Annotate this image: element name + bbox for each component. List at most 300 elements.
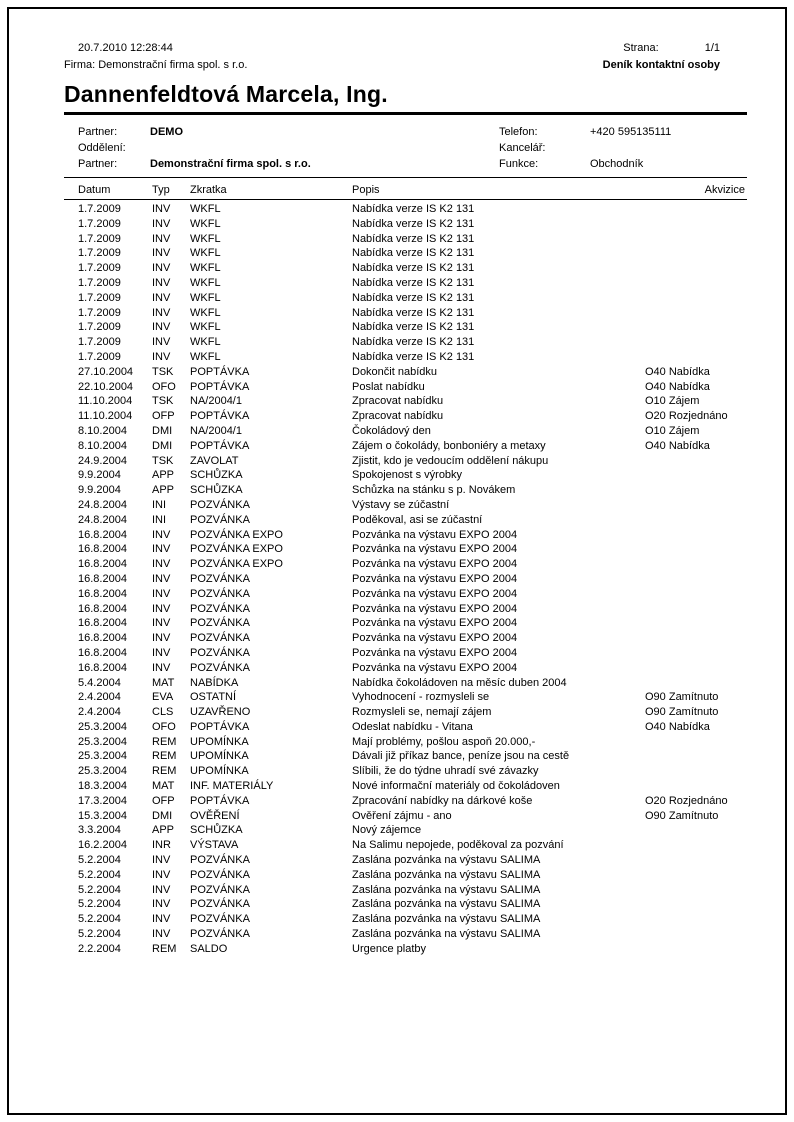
cell-datum: 5.2.2004 (78, 868, 121, 881)
cell-popis: Pozvánka na výstavu EXPO 2004 (352, 587, 518, 600)
cell-zkratka: UPOMÍNKA (190, 765, 249, 778)
cell-akvizice (645, 528, 747, 543)
cell-popis: Nabídka verze IS K2 131 (352, 321, 475, 334)
cell-typ: DMI (152, 424, 173, 437)
cell-popis: Schůzka na stánku s p. Novákem (352, 484, 516, 497)
table-row (64, 927, 747, 942)
cell-datum: 27.10.2004 (78, 365, 134, 378)
table-row (64, 202, 747, 217)
cell-akvizice (645, 232, 747, 247)
phone-value: +420 595135111 (590, 126, 672, 138)
cell-zkratka: POZVÁNKA (190, 661, 250, 674)
cell-akvizice (645, 468, 747, 483)
department-value (150, 140, 499, 156)
cell-popis: Zájem o čokolády, bonboniéry a metaxy (352, 439, 546, 452)
cell-typ: APP (152, 469, 175, 482)
cell-akvizice (645, 661, 747, 676)
cell-typ: DMI (152, 439, 173, 452)
cell-datum: 17.3.2004 (78, 794, 127, 807)
cell-akvizice (645, 838, 747, 853)
cell-typ: INV (152, 528, 171, 541)
table-row (64, 335, 747, 350)
cell-typ: INV (152, 646, 171, 659)
cell-akvizice: O20 Rozjednáno (645, 410, 728, 423)
cell-zkratka: INF. MATERIÁLY (190, 780, 274, 793)
cell-datum: 9.9.2004 (78, 484, 121, 497)
cell-popis: Zpracovat nabídku (352, 395, 444, 408)
partner-value: DEMO (150, 126, 183, 138)
cell-akvizice (645, 823, 747, 838)
table-row (64, 602, 747, 617)
cell-typ: INV (152, 913, 171, 926)
cell-popis: Zaslána pozvánka na výstavu SALIMA (352, 883, 541, 896)
cell-typ: OFP (152, 794, 175, 807)
cell-datum: 18.3.2004 (78, 780, 127, 793)
cell-datum: 1.7.2009 (78, 306, 121, 319)
table-row (64, 720, 747, 735)
department-label: Oddělení: (78, 142, 126, 154)
cell-popis: Pozvánka na výstavu EXPO 2004 (352, 572, 518, 585)
cell-akvizice (645, 306, 747, 321)
cell-zkratka: WKFL (190, 217, 221, 230)
cell-zkratka: POPTÁVKA (190, 380, 250, 393)
cell-datum: 2.4.2004 (78, 691, 121, 704)
cell-akvizice: O40 Nabídka (645, 439, 710, 452)
cell-zkratka: POZVÁNKA (190, 587, 250, 600)
cell-datum: 5.4.2004 (78, 676, 121, 689)
cell-datum: 24.8.2004 (78, 498, 127, 511)
column-header-popis: Popis (352, 184, 380, 196)
cell-typ: REM (152, 765, 177, 778)
cell-akvizice (645, 927, 747, 942)
cell-popis: Nabídka verze IS K2 131 (352, 232, 475, 245)
cell-datum: 11.10.2004 (78, 395, 133, 408)
cell-zkratka: WKFL (190, 262, 221, 275)
cell-popis: Zpracovat nabídku (352, 410, 444, 423)
partner-info-block (64, 124, 747, 172)
cell-popis: Rozmysleli se, nemají zájem (352, 706, 492, 719)
cell-datum: 1.7.2009 (78, 262, 121, 275)
cell-akvizice: O40 Nabídka (645, 365, 710, 378)
table-row (64, 468, 747, 483)
cell-datum: 16.8.2004 (78, 602, 127, 615)
table-row (64, 823, 747, 838)
table-row (64, 350, 747, 365)
cell-akvizice (645, 676, 747, 691)
column-header-datum: Datum (78, 184, 111, 196)
cell-popis: Nabídka verze IS K2 131 (352, 350, 475, 363)
table-row (64, 779, 747, 794)
cell-akvizice (645, 498, 747, 513)
cell-datum: 1.7.2009 (78, 247, 121, 260)
cell-zkratka: POZVÁNKA (190, 883, 250, 896)
cell-typ: INI (152, 498, 167, 511)
cell-zkratka: POZVÁNKA (190, 854, 250, 867)
cell-popis: Nabídka verze IS K2 131 (352, 306, 475, 319)
table-row (64, 217, 747, 232)
cell-akvizice (645, 291, 747, 306)
table-row (64, 705, 747, 720)
cell-akvizice (645, 646, 747, 661)
table-row (64, 690, 747, 705)
cell-datum: 25.3.2004 (78, 735, 127, 748)
cell-typ: INV (152, 203, 171, 215)
table-row (64, 646, 747, 661)
cell-datum: 25.3.2004 (78, 765, 127, 778)
cell-typ: MAT (152, 676, 175, 689)
cell-akvizice: O40 Nabídka (645, 380, 710, 393)
cell-typ: INV (152, 321, 171, 334)
cell-popis: Zpracování nabídky na dárkové koše (352, 794, 533, 807)
cell-zkratka: OVĚŘENÍ (190, 809, 240, 822)
cell-akvizice (645, 883, 747, 898)
cell-akvizice (645, 631, 747, 646)
cell-zkratka: POPTÁVKA (190, 410, 250, 423)
table-row (64, 261, 747, 276)
cell-zkratka: POPTÁVKA (190, 794, 250, 807)
cell-typ: INV (152, 602, 171, 615)
cell-popis: Pozvánka na výstavu EXPO 2004 (352, 617, 518, 630)
cell-akvizice (645, 335, 747, 350)
cell-typ: TSK (152, 454, 174, 467)
cell-typ: APP (152, 824, 175, 837)
cell-typ: INV (152, 262, 171, 275)
table-row (64, 809, 747, 824)
cell-datum: 1.7.2009 (78, 336, 121, 349)
table-row (64, 291, 747, 306)
table-row (64, 676, 747, 691)
cell-datum: 2.4.2004 (78, 706, 121, 719)
cell-popis: Nabídka čokoládoven na měsíc duben 2004 (352, 676, 567, 689)
cell-typ: INV (152, 543, 171, 556)
cell-typ: OFO (152, 380, 176, 393)
cell-typ: INV (152, 587, 171, 600)
cell-akvizice (645, 217, 747, 232)
office-value (590, 140, 747, 156)
cell-popis: Zaslána pozvánka na výstavu SALIMA (352, 868, 541, 881)
cell-akvizice (645, 897, 747, 912)
cell-popis: Nabídka verze IS K2 131 (352, 336, 475, 349)
cell-typ: INV (152, 350, 171, 363)
cell-typ: INR (152, 839, 171, 852)
cell-popis: Nabídka verze IS K2 131 (352, 217, 475, 230)
cell-zkratka: POPTÁVKA (190, 720, 250, 733)
cell-datum: 22.10.2004 (78, 380, 134, 393)
cell-zkratka: WKFL (190, 350, 221, 363)
cell-datum: 24.8.2004 (78, 513, 127, 526)
cell-akvizice (645, 587, 747, 602)
cell-akvizice (645, 735, 747, 750)
cell-zkratka: POZVÁNKA (190, 646, 250, 659)
separator-line (64, 177, 747, 178)
cell-popis: Zaslána pozvánka na výstavu SALIMA (352, 913, 541, 926)
cell-zkratka: UPOMÍNKA (190, 735, 249, 748)
cell-zkratka: WKFL (190, 247, 221, 260)
cell-akvizice (645, 868, 747, 883)
cell-zkratka: NABÍDKA (190, 676, 239, 689)
cell-popis: Nabídka verze IS K2 131 (352, 276, 475, 289)
cell-zkratka: WKFL (190, 232, 221, 245)
cell-typ: REM (152, 750, 177, 763)
cell-zkratka: POPTÁVKA (190, 365, 250, 378)
cell-popis: Nabídka verze IS K2 131 (352, 247, 475, 260)
table-row (64, 942, 747, 957)
cell-typ: INV (152, 276, 171, 289)
cell-datum: 1.7.2009 (78, 291, 121, 304)
cell-typ: INV (152, 883, 171, 896)
cell-typ: REM (152, 735, 177, 748)
table-header (64, 182, 747, 198)
cell-datum: 16.8.2004 (78, 558, 127, 571)
cell-akvizice (645, 616, 747, 631)
cell-akvizice (645, 513, 747, 528)
cell-typ: TSK (152, 365, 174, 378)
cell-popis: Nové informační materiály od čokoládoven (352, 780, 560, 793)
cell-akvizice: O40 Nabídka (645, 720, 710, 733)
cell-popis: Dokončit nabídku (352, 365, 437, 378)
table-row (64, 572, 747, 587)
cell-popis: Na Salimu nepojede, poděkoval za pozvání (352, 839, 564, 852)
cell-akvizice (645, 602, 747, 617)
table-row (64, 735, 747, 750)
cell-popis: Poslat nabídku (352, 380, 425, 393)
cell-zkratka: WKFL (190, 276, 221, 289)
cell-akvizice: O20 Rozjednáno (645, 794, 728, 807)
cell-popis: Čokoládový den (352, 424, 431, 437)
cell-akvizice: O90 Zamítnuto (645, 691, 719, 704)
cell-akvizice (645, 542, 747, 557)
table-row (64, 439, 747, 454)
cell-datum: 1.7.2009 (78, 276, 121, 289)
company-line: Firma: Demonstrační firma spol. s r.o. (64, 59, 248, 71)
cell-popis: Nabídka verze IS K2 131 (352, 203, 475, 215)
cell-typ: OFO (152, 720, 176, 733)
cell-akvizice (645, 261, 747, 276)
cell-zkratka: OSTATNÍ (190, 691, 237, 704)
partner-label: Partner: (78, 126, 118, 138)
cell-popis: Nabídka verze IS K2 131 (352, 291, 475, 304)
cell-popis: Pozvánka na výstavu EXPO 2004 (352, 602, 518, 615)
cell-datum: 5.2.2004 (78, 898, 121, 911)
cell-datum: 1.7.2009 (78, 217, 121, 230)
table-row (64, 794, 747, 809)
cell-popis: Zaslána pozvánka na výstavu SALIMA (352, 854, 541, 867)
table-row (64, 557, 747, 572)
table-row (64, 365, 747, 380)
table-row (64, 513, 747, 528)
table-row (64, 868, 747, 883)
cell-zkratka: POZVÁNKA EXPO (190, 543, 283, 556)
page-value: 1/1 (704, 42, 720, 54)
cell-typ: CLS (152, 706, 174, 719)
column-header-typ: Typ (152, 184, 170, 196)
cell-datum: 16.2.2004 (78, 839, 127, 852)
cell-popis: Výstavy se zúčastní (352, 498, 450, 511)
cell-popis: Ověření zájmu - ano (352, 809, 452, 822)
table-row (64, 853, 747, 868)
cell-datum: 16.8.2004 (78, 587, 127, 600)
cell-zkratka: POZVÁNKA (190, 602, 250, 615)
cell-datum: 25.3.2004 (78, 750, 127, 763)
cell-datum: 8.10.2004 (78, 424, 127, 437)
cell-typ: INV (152, 854, 171, 867)
function-label: Funkce: (499, 158, 539, 170)
cell-datum: 15.3.2004 (78, 809, 127, 822)
table-row (64, 498, 747, 513)
cell-zkratka: WKFL (190, 321, 221, 334)
cell-akvizice: O90 Zamítnuto (645, 809, 719, 822)
cell-typ: INV (152, 306, 171, 319)
cell-typ: INI (152, 513, 167, 526)
cell-typ: INV (152, 291, 171, 304)
cell-datum: 9.9.2004 (78, 469, 121, 482)
report-name: Deník kontaktní osoby (602, 59, 720, 71)
cell-typ: INV (152, 868, 171, 881)
table-row (64, 232, 747, 247)
table-row (64, 424, 747, 439)
cell-popis: Vyhodnocení - rozmysleli se (352, 691, 490, 704)
partner2-value: Demonstrační firma spol. s r.o. (150, 158, 311, 170)
cell-popis: Pozvánka na výstavu EXPO 2004 (352, 661, 518, 674)
cell-popis: Dávali již příkaz bance, peníze jsou na cestě (352, 750, 570, 763)
cell-popis: Pozvánka na výstavu EXPO 2004 (352, 632, 518, 645)
cell-zkratka: POZVÁNKA EXPO (190, 558, 283, 571)
phone-label: Telefon: (499, 126, 538, 138)
cell-datum: 1.7.2009 (78, 203, 121, 215)
cell-popis: Slíbili, že do týdne uhradí své závazky (352, 765, 539, 778)
cell-zkratka: SALDO (190, 942, 228, 955)
cell-datum: 5.2.2004 (78, 883, 121, 896)
cell-popis: Poděkoval, asi se zúčastní (352, 513, 483, 526)
table-row (64, 587, 747, 602)
cell-datum: 24.9.2004 (78, 454, 127, 467)
print-datetime: 20.7.2010 12:28:44 (78, 42, 173, 54)
cell-zkratka: POZVÁNKA (190, 572, 250, 585)
table-row (64, 394, 747, 409)
table-row (64, 661, 747, 676)
cell-zkratka: WKFL (190, 336, 221, 349)
cell-zkratka: POZVÁNKA (190, 617, 250, 630)
cell-popis: Pozvánka na výstavu EXPO 2004 (352, 528, 518, 541)
cell-typ: INV (152, 572, 171, 585)
header-row-2 (64, 57, 747, 74)
cell-typ: TSK (152, 395, 174, 408)
cell-zkratka: POZVÁNKA (190, 868, 250, 881)
cell-zkratka: POPTÁVKA (190, 439, 250, 452)
table-row (64, 409, 747, 424)
table-row (64, 542, 747, 557)
cell-popis: Urgence platby (352, 942, 426, 955)
cell-zkratka: NA/2004/1 (190, 395, 242, 408)
cell-zkratka: UZAVŘENO (190, 706, 251, 719)
cell-popis: Zjistit, kdo je vedoucím oddělení nákupu (352, 454, 549, 467)
column-header-zkratka: Zkratka (190, 184, 227, 196)
cell-typ: INV (152, 632, 171, 645)
cell-zkratka: POZVÁNKA (190, 898, 250, 911)
cell-datum: 3.3.2004 (78, 824, 121, 837)
cell-akvizice: O10 Zájem (645, 424, 700, 437)
cell-datum: 16.8.2004 (78, 543, 127, 556)
cell-akvizice (645, 764, 747, 779)
cell-akvizice (645, 557, 747, 572)
cell-datum: 5.2.2004 (78, 913, 121, 926)
cell-zkratka: SCHŮZKA (190, 469, 243, 482)
cell-zkratka: ZAVOLAT (190, 454, 239, 467)
page-title: Dannenfeldtová Marcela, Ing. (64, 81, 747, 115)
cell-typ: INV (152, 232, 171, 245)
cell-akvizice (645, 912, 747, 927)
cell-popis: Zaslána pozvánka na výstavu SALIMA (352, 928, 541, 941)
table-header-underline (64, 199, 747, 200)
cell-popis: Nabídka verze IS K2 131 (352, 262, 475, 275)
cell-akvizice (645, 853, 747, 868)
cell-zkratka: VÝSTAVA (190, 839, 239, 852)
cell-datum: 1.7.2009 (78, 232, 121, 245)
cell-popis: Pozvánka na výstavu EXPO 2004 (352, 543, 518, 556)
cell-akvizice (645, 350, 747, 365)
cell-akvizice (645, 572, 747, 587)
table-row (64, 320, 747, 335)
table-row (64, 246, 747, 261)
cell-akvizice (645, 454, 747, 469)
table-row (64, 764, 747, 779)
function-value: Obchodník (590, 158, 644, 170)
cell-akvizice (645, 483, 747, 498)
report-page (7, 7, 787, 1115)
cell-popis: Nový zájemce (352, 824, 422, 837)
cell-datum: 8.10.2004 (78, 439, 127, 452)
table-row (64, 483, 747, 498)
page-label: Strana: (623, 42, 659, 54)
cell-datum: 5.2.2004 (78, 854, 121, 867)
cell-akvizice (645, 276, 747, 291)
cell-zkratka: POZVÁNKA (190, 913, 250, 926)
cell-popis: Pozvánka na výstavu EXPO 2004 (352, 558, 518, 571)
table-row (64, 454, 747, 469)
table-row (64, 838, 747, 853)
cell-zkratka: POZVÁNKA (190, 513, 250, 526)
table-row (64, 276, 747, 291)
cell-zkratka: POZVÁNKA (190, 632, 250, 645)
cell-datum: 16.8.2004 (78, 646, 127, 659)
table-row (64, 749, 747, 764)
report-content (64, 9, 747, 957)
cell-typ: INV (152, 558, 171, 571)
cell-zkratka: SCHŮZKA (190, 484, 243, 497)
cell-zkratka: POZVÁNKA (190, 498, 250, 511)
cell-zkratka: POZVÁNKA EXPO (190, 528, 283, 541)
cell-typ: INV (152, 336, 171, 349)
cell-zkratka: UPOMÍNKA (190, 750, 249, 763)
cell-popis: Zaslána pozvánka na výstavu SALIMA (352, 898, 541, 911)
table-row (64, 912, 747, 927)
cell-zkratka: NA/2004/1 (190, 424, 242, 437)
cell-zkratka: WKFL (190, 203, 221, 215)
cell-typ: APP (152, 484, 175, 497)
cell-akvizice (645, 320, 747, 335)
cell-datum: 16.8.2004 (78, 572, 127, 585)
office-label: Kancelář: (499, 142, 546, 154)
table-row (64, 380, 747, 395)
cell-akvizice (645, 779, 747, 794)
cell-datum: 16.8.2004 (78, 528, 127, 541)
cell-akvizice: O10 Zájem (645, 395, 700, 408)
column-header-akvizice: Akvizice (704, 184, 745, 196)
cell-typ: MAT (152, 780, 175, 793)
cell-typ: INV (152, 928, 171, 941)
page-indicator (623, 40, 747, 57)
header-row-1 (64, 40, 747, 57)
